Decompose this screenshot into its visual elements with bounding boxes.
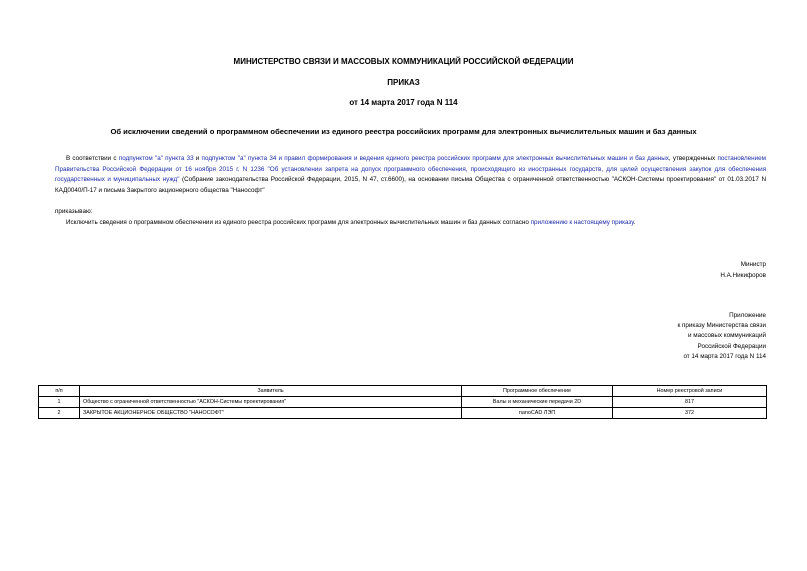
signature-name: Н.А.Никифоров (720, 272, 766, 279)
appendix-line-3: и массовых коммуникаций (688, 332, 766, 339)
preamble-text: и (193, 155, 202, 162)
ministry-name: МИНИСТЕРСТВО СВЯЗИ И МАССОВЫХ КОММУНИКАЦИЙ РОССИЙСКОЙ ФЕДЕРАЦИИ (233, 57, 574, 66)
document-type: ПРИКАЗ (387, 78, 420, 87)
cell-number: 1 (39, 397, 80, 408)
appendix-line-4: Российской Федерации (697, 343, 766, 350)
link-government-decree[interactable]: постановлением Правительства Российской Федерации от 16 ноября 2015 г. N 1236 "Об установлении запрета на допуск программного обеспечения, происходящего из иностранных государств, для целей осуществления закупок для обеспечения государственных и муниципальных нужд" (55, 155, 766, 183)
link-subpoint-34[interactable]: подпунктом "а" пункта 34 и правил формирования и ведения единого реестра российских программ для электронных вычислительных машин и баз данных (201, 155, 669, 162)
cell-registry-number: 372 (613, 408, 767, 419)
column-header-applicant: Заявитель (80, 386, 462, 397)
column-header-number: п/п (39, 386, 80, 397)
preamble-text: В соответствии с (66, 155, 119, 162)
link-subpoint-33[interactable]: подпунктом "а" пункта 33 (118, 155, 194, 162)
signature-position: Министр (740, 261, 766, 268)
order-text-body: Исключить сведения о программном обеспечении из единого реестра российских программ для электронных вычислительных машин и баз данных согласно (66, 219, 531, 226)
table-header-row (39, 386, 767, 397)
preamble-paragraph (55, 154, 766, 196)
order-text (66, 218, 636, 228)
link-appendix[interactable]: приложению к настоящему приказу (530, 219, 634, 226)
appendix-line-2: к приказу Министерства связи (677, 322, 766, 329)
document-title: Об исключении сведений о программном обеспечении из единого реестра российских программ для электронных вычислительных машин и баз данных (110, 127, 697, 136)
order-word: приказываю: (55, 208, 93, 215)
cell-software: nanoCAD ЛЭП (462, 408, 613, 419)
column-header-software: Программное обеспечение (462, 386, 613, 397)
cell-number: 2 (39, 408, 80, 419)
document-date-number: от 14 марта 2017 года N 114 (349, 98, 458, 107)
cell-software: Валы и механические передачи 2D (462, 397, 613, 408)
preamble-text: (Собрание законодательства Российской Федерации, 2015, N 47, ст.6600), на основании письма Общества с ограниченной ответственностью "АСКОН-Системы проектирования" от 01.03.2017 N КАД0040/П-17 и письма Закрытого акционерного общества "Нанософт" (55, 176, 766, 194)
cell-applicant: ЗАКРЫТОЕ АКЦИОНЕРНОЕ ОБЩЕСТВО "НАНОСОФТ" (80, 408, 462, 419)
order-text-end: . (633, 219, 636, 226)
table-row (39, 408, 767, 419)
appendix-label: Приложение (729, 312, 766, 319)
cell-registry-number: 817 (613, 397, 767, 408)
appendix-line-5: от 14 марта 2017 года N 114 (683, 353, 766, 360)
registry-table (38, 385, 767, 419)
preamble-text: , утвержденных (668, 155, 718, 162)
table-row (39, 397, 767, 408)
cell-applicant: Общество с ограниченной ответственностью "АСКОН-Системы проектирования" (80, 397, 462, 408)
column-header-registry-number: Номер реестровой записи (613, 386, 767, 397)
